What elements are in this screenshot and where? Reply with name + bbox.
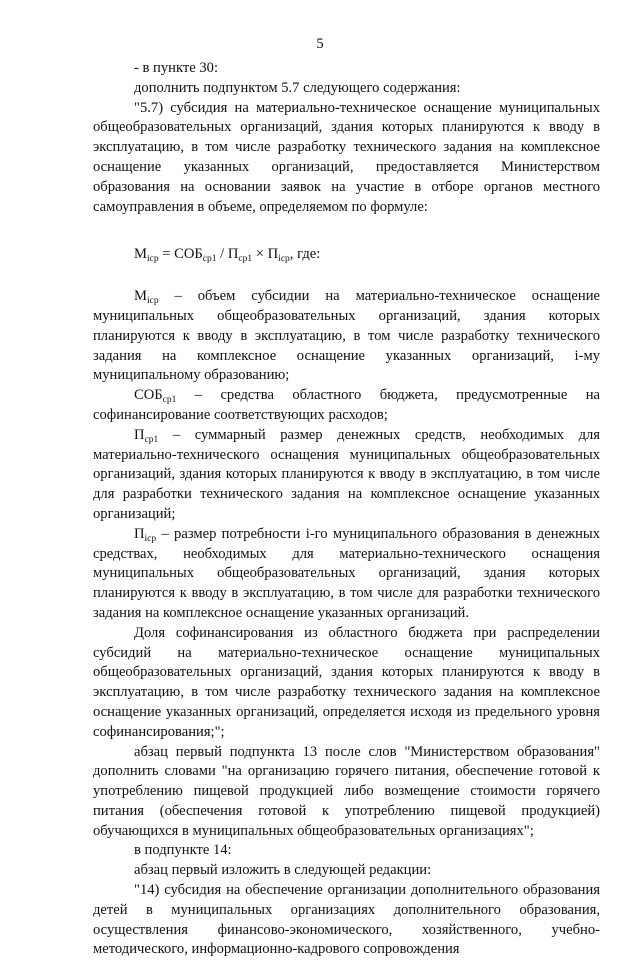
paragraph-subsidy-14: "14) субсидия на обеспечение организации дополнительного образования детей в муниципальных организациях дополнительного образования, осуществления финансово-экономического, хозяйственного, учебно-методического, информационно-кадрового сопровождения (93, 882, 600, 958)
formula-tail: , где: (289, 246, 321, 263)
document-body (93, 59, 600, 960)
paragraph-cofinancing-share: Доля софинансирования из областного бюджета при распределении субсидий на материально-техническое оснащение муниципальных общеобразовательных организаций, здания которых планируются к вводу в эксплуатацию, в том числе разработку технического задания на комплексное оснащение указанных организаций, определяется исходя из предельного уровня софинансирования;"; (93, 624, 600, 740)
formula-mul: × П (252, 246, 279, 263)
formula-p-sub: cp1 (238, 254, 253, 265)
definition-sob: $СОБ_{cp1}$ – средства областного бюджета, предусмотренные на софинансирование соответствующих расходов; (93, 387, 600, 423)
paragraph-item-30: - в пункте 30: (134, 60, 219, 76)
definition-m-icp: $M_{icp}$ – объем субсидии на материально-техническое оснащение муниципальных общеобразовательных организаций, здания которых планируются к вводу в эксплуатацию, в том числе разработку технического задания на комплексное оснащение указанных организаций, i-му муниципальному образованию; (93, 288, 600, 384)
definition-p-cp1: $П_{cp1}$ – суммарный размер денежных средств, необходимых для материально-технического оснащения муниципальных общеобразовательных организаций, здания которых планируются к вводу в эксплуатацию, в том числе для разработки технического задания на комплексное оснащение указанных организаций; (93, 426, 600, 522)
paragraph-first-abzac: абзац первый изложить в следующей редакции: (134, 862, 432, 879)
formula-m-sub: icp (146, 254, 159, 265)
paragraph-add-subitem: дополнить подпунктом 5.7 следующего содержания: (134, 79, 461, 96)
paragraph-subitem-14: в подпункте 14: (134, 842, 232, 859)
formula (93, 245, 600, 265)
formula-sob-sub: cp1 (202, 254, 217, 265)
formula-m: M (134, 246, 147, 263)
formula-div: / П (216, 246, 239, 263)
paragraph-subsidy-5-7: "5.7) субсидия на материально-техническое оснащение муниципальных общеобразовательных организаций, здания которых планируются к вводу в эксплуатацию, в том числе разработку технического задания на комплексное оснащение указанных организаций, предоставляется Министерством образования на основании заявок на участие в отборе органов местного самоуправления в объеме, определяемом по формуле: (93, 99, 600, 215)
page-number: 5 (316, 36, 324, 52)
definition-p-icp: $П_{icp}$ – размер потребности i-го муниципального образования в денежных средствах, необходимых для материально-технического оснащения муниципальных общеобразовательных организаций, здания которых планируются к вводу в эксплуатацию, в том числе для разработки технического задания на комплексное оснащение указанных организаций. (93, 525, 600, 621)
formula-eq: = СОБ (158, 246, 203, 263)
paragraph-subitem-13: абзац первый подпункта 13 после слов "Министерством образования" дополнить словами "на организацию горячего питания, обеспечение готовой к употреблению пищевой продукцией либо возмещение стоимости горячего питания (обеспечения готовой к употреблению пищевой продукцией) обучающихся в муниципальных общеобразовательных организациях"; (93, 743, 600, 839)
formula-pi-sub: icp (278, 254, 290, 265)
